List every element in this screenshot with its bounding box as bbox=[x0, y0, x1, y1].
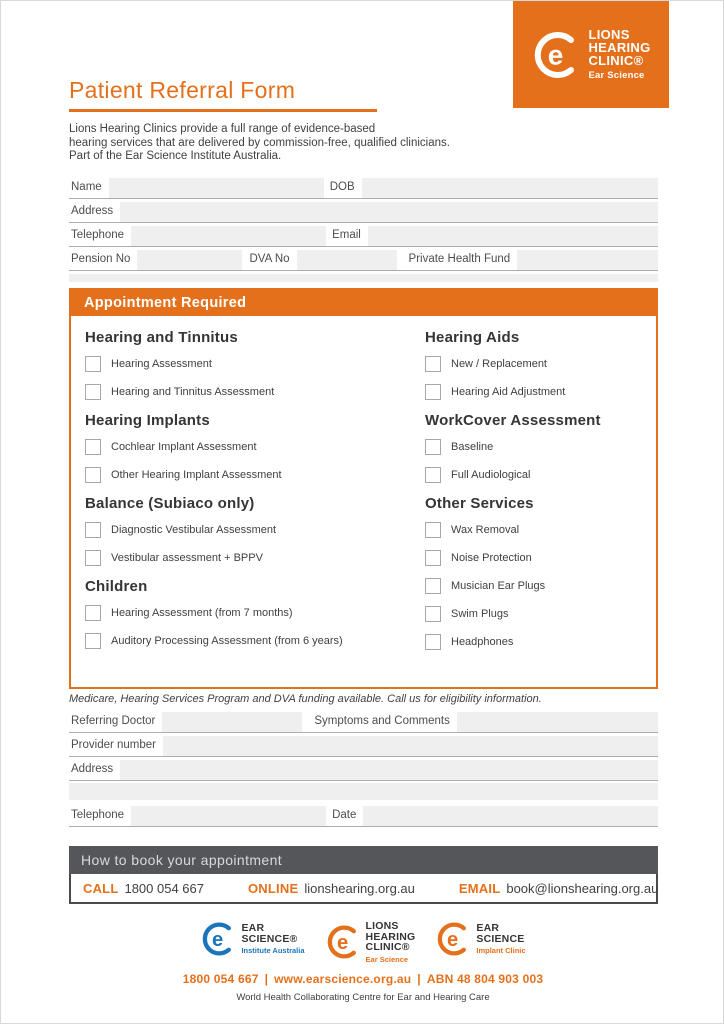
checkbox-label: Hearing Assessment bbox=[111, 358, 212, 370]
online-website-link[interactable]: lionshearing.org.au bbox=[304, 880, 415, 896]
referrer-address-extra-input[interactable] bbox=[69, 783, 658, 800]
option-row bbox=[425, 577, 656, 595]
section-hearing-aids bbox=[425, 328, 656, 401]
section-heading: Hearing Implants bbox=[85, 412, 210, 429]
checkbox-label: Musician Ear Plugs bbox=[451, 580, 546, 592]
booking-online bbox=[248, 881, 415, 896]
checkbox-label: Cochlear Implant Assessment bbox=[111, 441, 257, 453]
option-row bbox=[85, 632, 425, 650]
section-heading: WorkCover Assessment bbox=[425, 412, 601, 429]
form-row-doctor-symptoms bbox=[69, 711, 658, 733]
section-heading: Hearing Aids bbox=[425, 329, 520, 346]
appointment-columns bbox=[71, 316, 656, 661]
footer-contact-line bbox=[1, 972, 724, 986]
gray-spacer-bar bbox=[69, 274, 658, 282]
option-row bbox=[85, 549, 425, 567]
logo-line: EAR bbox=[241, 922, 265, 934]
ear-icon bbox=[200, 921, 236, 957]
booking-email bbox=[459, 881, 658, 896]
checkbox-headphones[interactable] bbox=[425, 634, 441, 650]
section-children bbox=[85, 577, 425, 650]
name-label: Name bbox=[69, 177, 109, 198]
section-heading: Hearing and Tinnitus bbox=[85, 329, 238, 346]
option-row bbox=[425, 466, 656, 484]
section-heading: Children bbox=[85, 578, 148, 595]
separator: | bbox=[264, 971, 269, 986]
option-row bbox=[425, 549, 656, 567]
footer-abn: ABN 48 804 903 003 bbox=[426, 971, 544, 986]
checkbox-wax-removal[interactable] bbox=[425, 522, 441, 538]
referrer-address-input[interactable] bbox=[120, 760, 658, 780]
email-contact-label: EMAIL bbox=[458, 880, 501, 896]
option-row bbox=[85, 383, 425, 401]
footer-logos bbox=[1, 921, 724, 964]
logo-subtitle: Ear Science bbox=[588, 70, 645, 81]
patient-details-form bbox=[69, 177, 658, 282]
checkbox-label: Hearing Aid Adjustment bbox=[451, 386, 566, 398]
checkbox-label: Wax Removal bbox=[451, 524, 520, 536]
appointment-left-column bbox=[85, 316, 425, 661]
footer-tagline: World Health Collaborating Centre for Ear and Hearing Care bbox=[236, 991, 490, 1003]
option-row bbox=[85, 438, 425, 456]
checkbox-hearing-and-tinnitus-assessment[interactable] bbox=[85, 384, 101, 400]
referrer-details-form bbox=[69, 711, 658, 829]
ear-icon bbox=[325, 924, 361, 960]
referrer-telephone-input[interactable] bbox=[131, 806, 326, 826]
online-label: ONLINE bbox=[248, 880, 299, 896]
pension-no-input[interactable] bbox=[137, 250, 242, 270]
svg-text:e: e bbox=[548, 39, 564, 70]
logo-line: EAR bbox=[476, 922, 500, 934]
ear-science-implant-clinic-logo bbox=[435, 921, 525, 957]
intro-line: hearing services that are delivered by commission-free, qualified clinicians. bbox=[69, 136, 450, 149]
option-row bbox=[425, 383, 656, 401]
form-row-provider-number bbox=[69, 735, 658, 757]
appointment-required-section bbox=[69, 288, 658, 689]
checkbox-label: Hearing and Tinnitus Assessment bbox=[111, 386, 275, 398]
form-row-address bbox=[69, 201, 658, 223]
form-row-pension-dva-phf bbox=[69, 249, 658, 271]
option-row bbox=[425, 521, 656, 539]
checkbox-label: Swim Plugs bbox=[451, 608, 509, 620]
dva-no-input[interactable] bbox=[297, 250, 397, 270]
option-row bbox=[425, 438, 656, 456]
checkbox-diagnostic-vestibular-assessment[interactable] bbox=[85, 522, 101, 538]
section-hearing-implants bbox=[85, 411, 425, 484]
section-hearing-and-tinnitus bbox=[85, 328, 425, 401]
logo-line: LIONS bbox=[588, 27, 630, 42]
date-label: Date bbox=[326, 805, 363, 826]
private-health-fund-label: Private Health Fund bbox=[397, 249, 518, 270]
checkbox-auditory-processing-assessment[interactable] bbox=[85, 633, 101, 649]
booking-section bbox=[69, 846, 658, 904]
referrer-address-label: Address bbox=[69, 759, 120, 780]
checkbox-hearing-assessment[interactable] bbox=[85, 356, 101, 372]
footer-phone: 1800 054 667 bbox=[182, 971, 259, 986]
address-label: Address bbox=[69, 201, 120, 222]
checkbox-musician-ear-plugs[interactable] bbox=[425, 578, 441, 594]
checkbox-label: Full Audiological bbox=[451, 469, 531, 481]
logo-line: SCIENCE bbox=[476, 932, 525, 945]
telephone-label: Telephone bbox=[69, 225, 131, 246]
appointment-right-column bbox=[425, 316, 656, 661]
telephone-input[interactable] bbox=[131, 226, 326, 246]
option-row bbox=[85, 355, 425, 373]
option-row bbox=[425, 355, 656, 373]
svg-text:e: e bbox=[447, 928, 459, 951]
checkbox-label: Vestibular assessment + BPPV bbox=[111, 552, 263, 564]
option-row bbox=[85, 604, 425, 622]
booking-call bbox=[83, 881, 204, 896]
form-row-name-dob bbox=[69, 177, 658, 199]
checkbox-other-hearing-implant-assessment[interactable] bbox=[85, 467, 101, 483]
private-health-fund-input[interactable] bbox=[517, 250, 658, 270]
checkbox-label: Noise Protection bbox=[451, 552, 532, 564]
appointment-required-header: Appointment Required bbox=[71, 290, 656, 316]
logo-line: SCIENCE® bbox=[241, 932, 298, 945]
checkbox-noise-protection[interactable] bbox=[425, 550, 441, 566]
email-input[interactable] bbox=[368, 226, 658, 246]
logo-line: LIONS bbox=[365, 920, 399, 932]
ear-science-institute-logo bbox=[200, 921, 304, 957]
checkbox-full-audiological[interactable] bbox=[425, 467, 441, 483]
dva-no-label: DVA No bbox=[242, 249, 296, 270]
logo-line: CLINIC® bbox=[588, 53, 644, 68]
section-balance bbox=[85, 494, 425, 567]
checkbox-label: New / Replacement bbox=[451, 358, 547, 370]
logo-line: CLINIC® bbox=[365, 941, 410, 953]
dob-label: DOB bbox=[324, 177, 362, 198]
checkbox-vestibular-assessment-bppv[interactable] bbox=[85, 550, 101, 566]
checkbox-label: Auditory Processing Assessment (from 6 years) bbox=[111, 635, 343, 647]
page-title: Patient Referral Form bbox=[69, 77, 296, 103]
logo-subtitle: Institute Australia bbox=[241, 946, 305, 955]
logo-text bbox=[588, 28, 650, 81]
checkbox-hearing-assessment-from-7-months[interactable] bbox=[85, 605, 101, 621]
provider-number-input[interactable] bbox=[163, 736, 658, 756]
ear-icon bbox=[435, 921, 471, 957]
section-workcover-assessment bbox=[425, 411, 656, 484]
call-label: CALL bbox=[83, 880, 119, 896]
dob-input[interactable] bbox=[362, 178, 658, 198]
form-row-telephone-email bbox=[69, 225, 658, 247]
referring-doctor-label: Referring Doctor bbox=[69, 711, 162, 732]
checkbox-label: Other Hearing Implant Assessment bbox=[111, 469, 282, 481]
symptoms-comments-input[interactable] bbox=[457, 712, 658, 732]
referring-doctor-input[interactable] bbox=[162, 712, 302, 732]
option-row bbox=[85, 521, 425, 539]
lions-hearing-clinic-logo bbox=[513, 1, 669, 108]
pension-no-label: Pension No bbox=[69, 249, 137, 270]
option-row bbox=[425, 633, 656, 651]
checkbox-label: Diagnostic Vestibular Assessment bbox=[111, 524, 277, 536]
checkbox-cochlear-implant-assessment[interactable] bbox=[85, 439, 101, 455]
intro-line: Part of the Ear Science Institute Australia. bbox=[69, 150, 282, 162]
svg-text:e: e bbox=[212, 928, 224, 951]
logo-subtitle: Implant Clinic bbox=[476, 946, 526, 955]
referrer-telephone-label: Telephone bbox=[69, 805, 131, 826]
footer-website-link[interactable]: www.earscience.org.au bbox=[274, 971, 412, 986]
checkbox-hearing-aid-adjustment[interactable] bbox=[425, 384, 441, 400]
title-underline bbox=[69, 109, 377, 112]
logo-line: HEARING bbox=[588, 40, 651, 55]
option-row bbox=[425, 605, 656, 623]
provider-number-label: Provider number bbox=[69, 735, 163, 756]
separator: | bbox=[417, 971, 421, 986]
svg-text:e: e bbox=[336, 932, 348, 955]
booking-header: How to book your appointment bbox=[69, 846, 658, 874]
ear-icon bbox=[531, 30, 581, 80]
form-row-referrer-address bbox=[69, 759, 658, 781]
email-address-link[interactable]: book@lionshearing.org.au bbox=[506, 880, 659, 896]
intro-line: Lions Hearing Clinics provide a full range of evidence-based bbox=[69, 123, 376, 135]
footer bbox=[1, 921, 724, 1003]
checkbox-baseline[interactable] bbox=[425, 439, 441, 455]
call-phone-number: 1800 054 667 bbox=[124, 880, 204, 896]
option-row bbox=[85, 466, 425, 484]
checkbox-label: Hearing Assessment (from 7 months) bbox=[111, 607, 293, 619]
email-label: Email bbox=[326, 225, 368, 246]
checkbox-new-replacement[interactable] bbox=[425, 356, 441, 372]
section-other-services bbox=[425, 494, 656, 651]
intro-text bbox=[69, 123, 450, 164]
date-input[interactable] bbox=[363, 806, 658, 826]
logo-line: HEARING bbox=[365, 930, 416, 943]
symptoms-comments-label: Symptoms and Comments bbox=[302, 711, 457, 732]
checkbox-label: Headphones bbox=[451, 636, 514, 648]
lions-hearing-clinic-footer-logo bbox=[325, 921, 416, 964]
checkbox-label: Baseline bbox=[451, 441, 494, 453]
funding-note: Medicare, Hearing Services Program and DVA funding available. Call us for eligibility information. bbox=[69, 693, 542, 705]
checkbox-swim-plugs[interactable] bbox=[425, 606, 441, 622]
logo-subtitle: Ear Science bbox=[365, 954, 409, 964]
form-row-telephone-date bbox=[69, 805, 658, 827]
section-heading: Other Services bbox=[425, 495, 534, 512]
name-input[interactable] bbox=[109, 178, 324, 198]
booking-contact-row bbox=[69, 874, 658, 904]
section-heading: Balance (Subiaco only) bbox=[85, 495, 255, 512]
address-input[interactable] bbox=[120, 202, 658, 222]
